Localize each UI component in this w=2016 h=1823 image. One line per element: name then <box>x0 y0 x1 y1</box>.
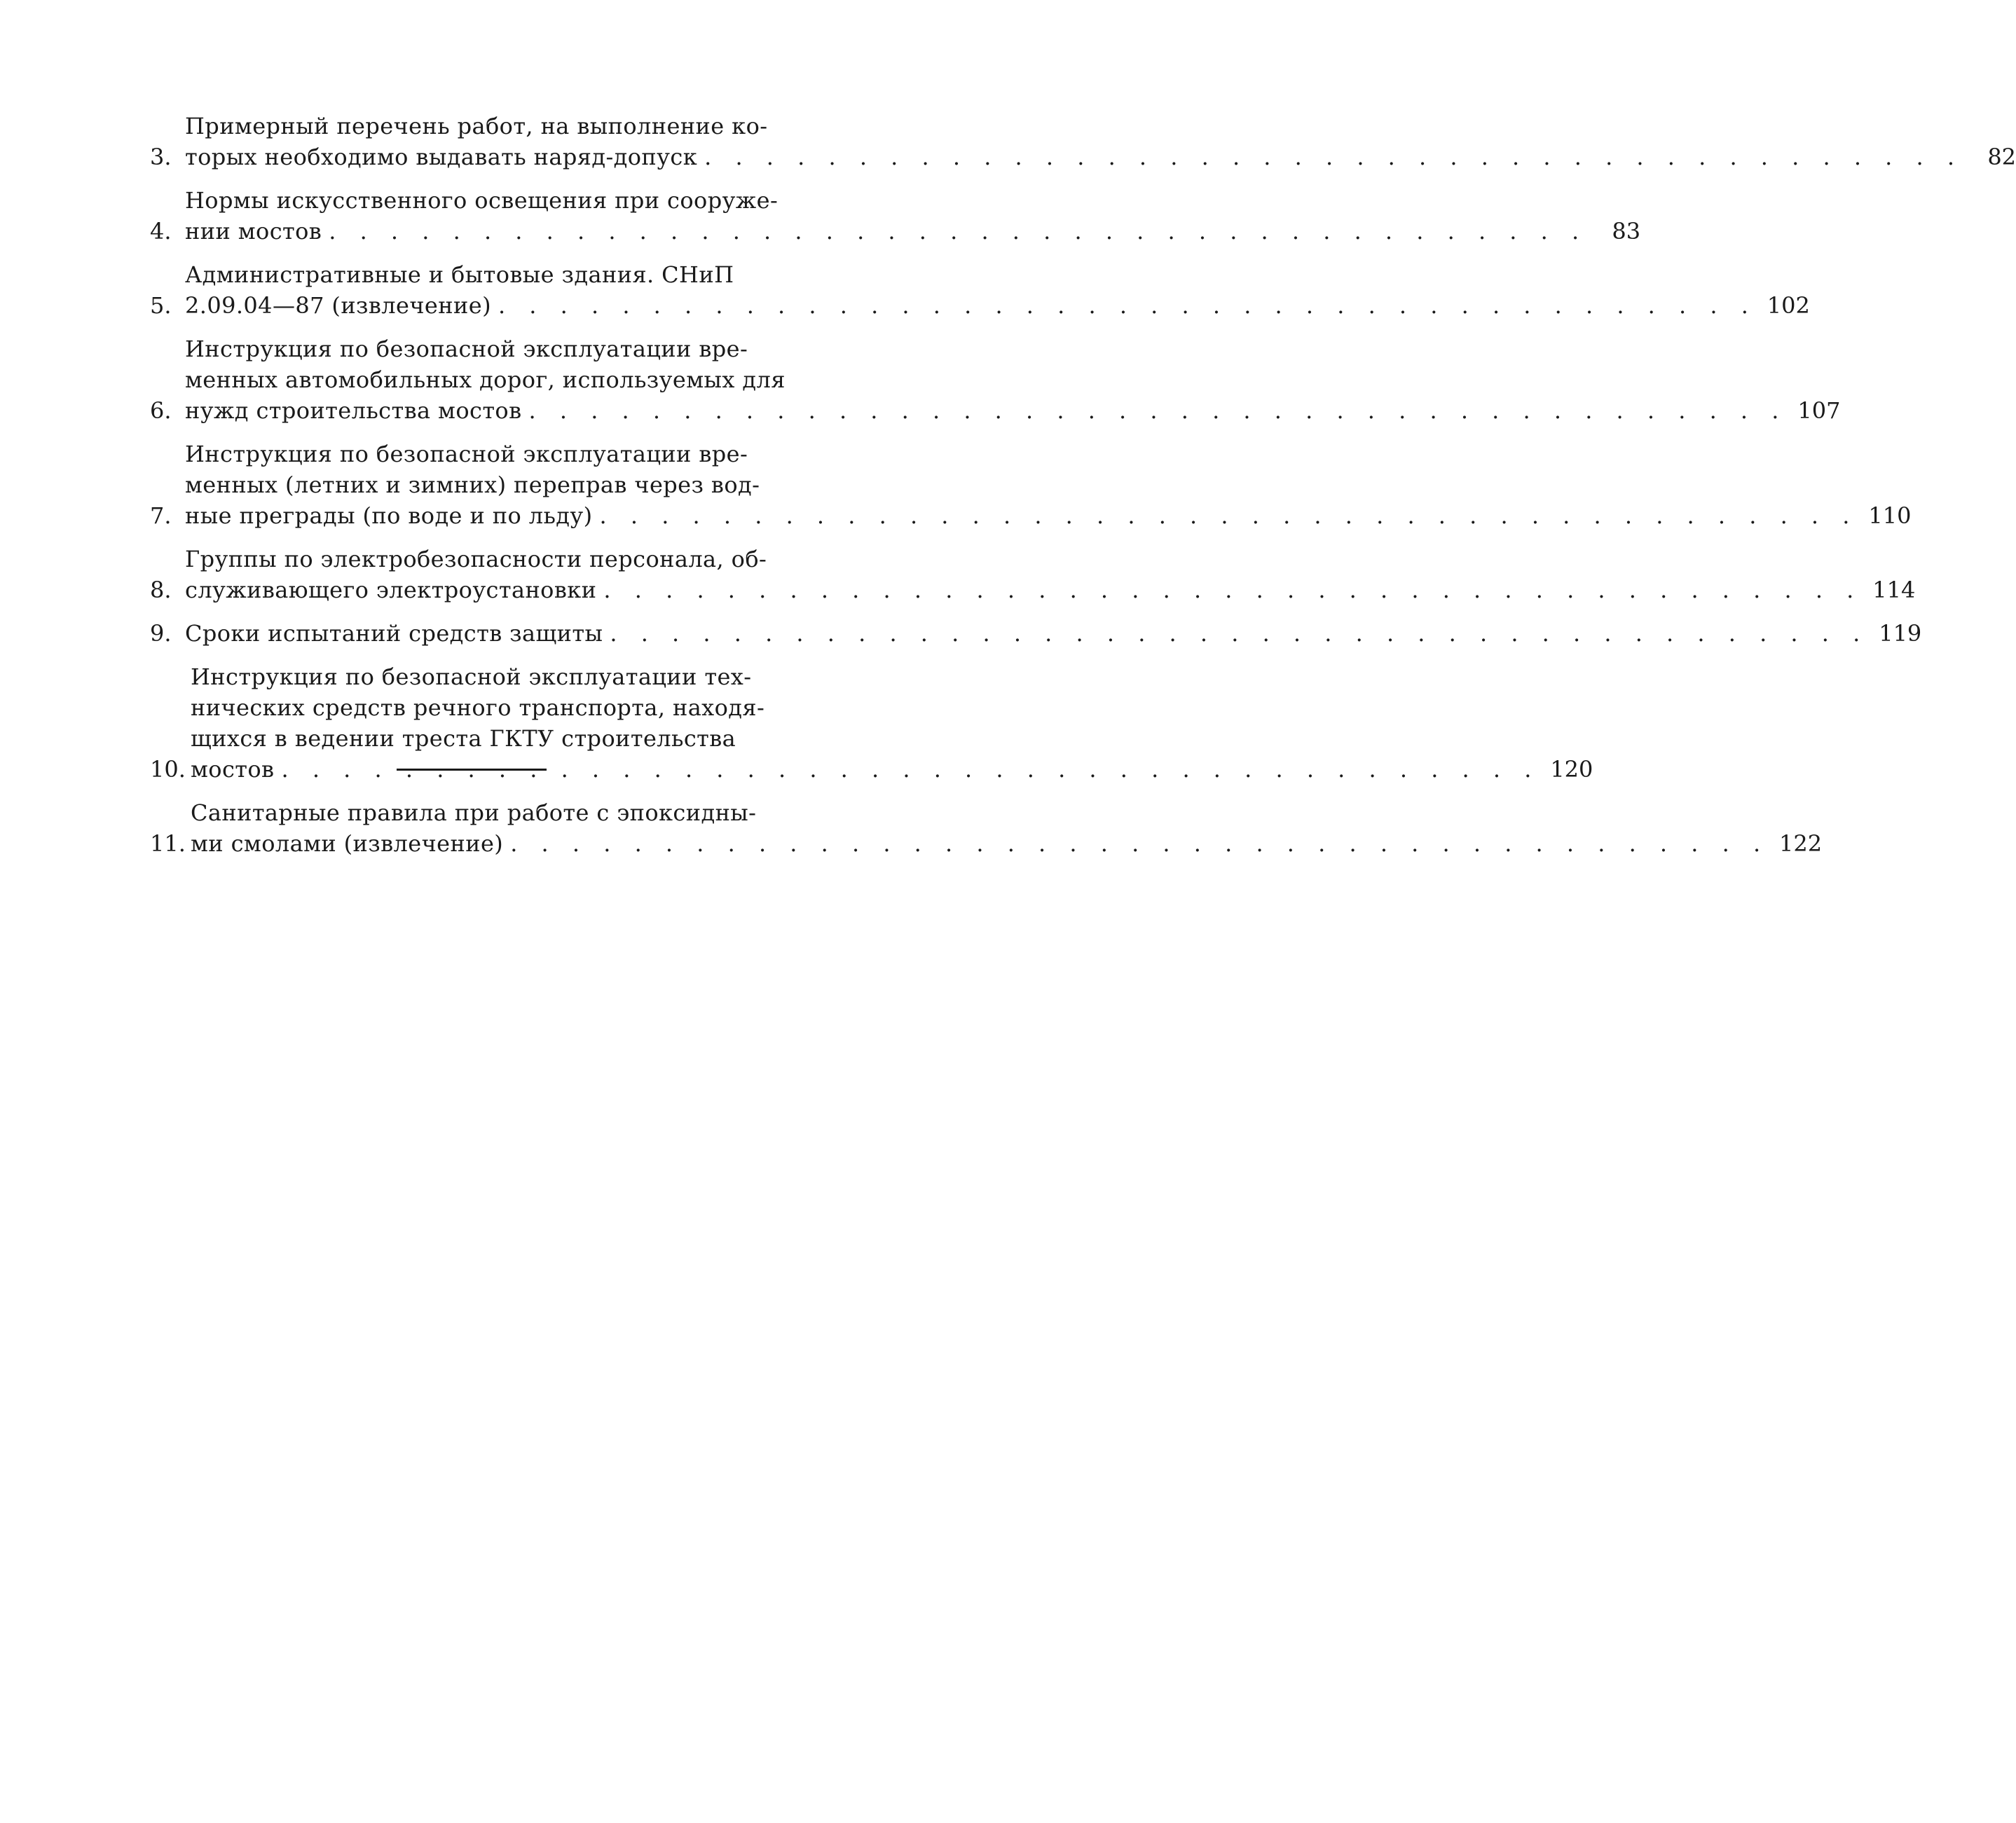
entry-title <box>185 259 1757 321</box>
entry-title-line: Группы по электробезопасности персонала, об- <box>185 546 767 572</box>
entry-title-line-last: нии мостов . . . <box>185 216 1587 247</box>
entry-title-line-last: Сроки испытаний средств защиты . . . <box>185 618 1868 649</box>
dot-leader <box>610 618 1868 649</box>
toc-entry-5 <box>150 259 1810 321</box>
entry-page-number: 82 <box>1987 144 2016 170</box>
toc-entry-3 <box>150 111 2016 172</box>
end-rule-divider <box>397 769 547 771</box>
dot-leader <box>704 142 1963 172</box>
toc-entry-8 <box>150 544 1916 605</box>
dot-leader <box>600 500 1858 531</box>
entry-title <box>185 185 1587 247</box>
entry-number: 10. <box>150 756 186 783</box>
toc-entry-9 <box>150 618 1922 649</box>
entry-title-line-last: 2.09.04—87 (извлечение) . . . <box>185 290 1757 321</box>
toc-entry-10 <box>150 661 1593 785</box>
entry-title-line: Нормы искусственного освещения при сооруже- <box>185 187 779 214</box>
dot-leader <box>329 216 1587 247</box>
entry-number: 6. <box>150 397 172 424</box>
entry-page-number: 122 <box>1779 830 1823 857</box>
toc-entry-11 <box>150 797 1823 859</box>
entry-page-number: 114 <box>1872 577 1916 603</box>
entry-page-number: 83 <box>1612 218 1641 245</box>
entry-page-number: 110 <box>1868 502 1912 529</box>
entry-title-line-last: ные преграды (по воде и по льду) . . . <box>185 500 1858 531</box>
table-of-contents <box>150 111 2016 872</box>
entry-page-number: 102 <box>1767 292 1810 319</box>
entry-title-line: Инструкция по безопасной эксплуатации вре- <box>185 336 748 362</box>
entry-number: 3. <box>150 144 172 170</box>
entry-title-line-last: служивающего электроустановки . . . <box>185 575 1862 605</box>
entry-number: 4. <box>150 218 172 245</box>
entry-title-line-last: торых необходимо выдавать наряд-допуск . . . <box>185 142 1963 172</box>
entry-number: 5. <box>150 292 172 319</box>
entry-number: 7. <box>150 502 172 529</box>
entry-page-number: 120 <box>1550 756 1593 783</box>
entry-title-line: Примерный перечень работ, на выполнение ко- <box>185 113 768 139</box>
entry-title-line-last: нужд строительства мостов . . . <box>185 395 1787 426</box>
entry-number: 11. <box>150 830 186 857</box>
dot-leader <box>510 828 1769 859</box>
entry-title-line-last: мостов . . . <box>191 754 1540 785</box>
dot-leader <box>529 395 1788 426</box>
toc-entry-6 <box>150 333 1841 426</box>
entry-title <box>185 544 1862 605</box>
entry-title-line: щихся в ведении треста ГКТУ строительства <box>191 725 736 752</box>
entry-number: 8. <box>150 577 172 603</box>
entry-title <box>191 661 1540 785</box>
entry-title <box>185 111 1963 172</box>
entry-title <box>185 618 1868 649</box>
entry-title-line: менных (летних и зимних) переправ через вод- <box>185 472 760 498</box>
dot-leader <box>498 290 1757 321</box>
entry-title-line: Санитарные правила при работе с эпоксидны- <box>191 799 757 826</box>
entry-title-line: Инструкция по безопасной эксплуатации тех- <box>191 663 752 690</box>
toc-entry-7 <box>150 439 1912 531</box>
entry-page-number: 119 <box>1879 620 1922 647</box>
dot-leader <box>603 575 1862 605</box>
entry-title-line: менных автомобильных дорог, используемых для <box>185 366 786 393</box>
entry-page-number: 107 <box>1797 397 1841 424</box>
entry-title-line: Административные и бытовые здания. СНиП <box>185 261 734 288</box>
entry-title-line: нических средств речного транспорта, находя- <box>191 694 765 721</box>
toc-entry-4 <box>150 185 1641 247</box>
entry-title <box>191 797 1769 859</box>
entry-title <box>185 439 1858 531</box>
entry-title-line-last: ми смолами (извлечение) . . . <box>191 828 1769 859</box>
entry-number: 9. <box>150 620 172 647</box>
entry-title-line: Инструкция по безопасной эксплуатации вре- <box>185 441 748 467</box>
entry-title <box>185 333 1787 426</box>
